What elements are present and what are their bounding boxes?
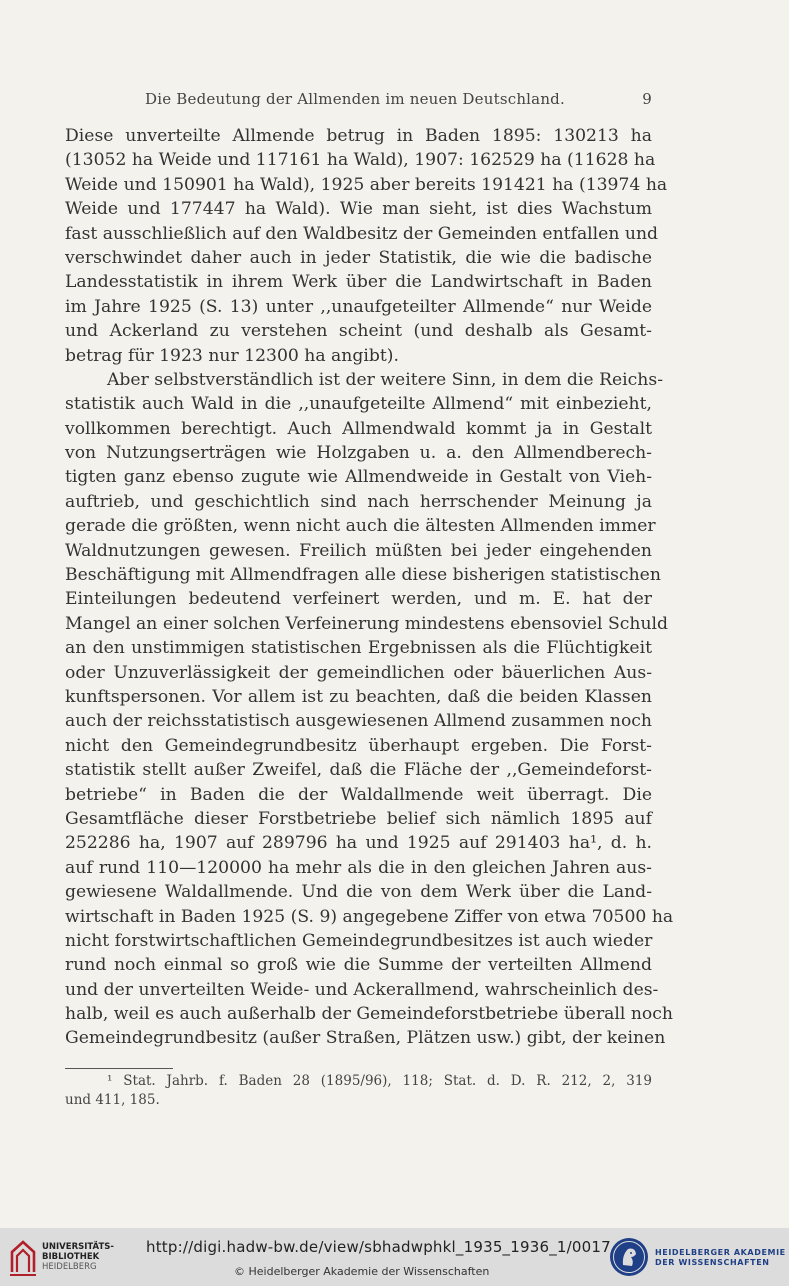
text-line: Einteilungen bedeutend verfeinert werden, und m. E. hat der — [65, 589, 652, 610]
page-number: 9 — [642, 90, 652, 108]
text-line: und Ackerland zu verstehen scheint (und deshalb als Gesamt- — [65, 321, 652, 342]
text-line: Aber selbstverständlich ist der weitere Sinn, in dem die Reichs- — [107, 369, 664, 390]
text-line: Diese unverteilte Allmende betrug in Baden 1895: 130213 ha — [65, 126, 652, 146]
text-line: Gesamtfläche dieser Forstbetriebe belief sich nämlich 1895 auf — [65, 808, 652, 829]
text-line: auf rund 110—120000 ha mehr als die in den gleichen Jahren aus- — [65, 857, 652, 878]
running-title: Die Bedeutung der Allmenden im neuen Deutschland. — [145, 90, 565, 108]
body-text — [65, 124, 674, 1051]
text-line: Beschäftigung mit Allmendfragen alle diese bisherigen statistischen — [65, 565, 661, 586]
text-line: tigten ganz ebenso zugute wie Allmendweide in Gestalt von Vieh- — [65, 467, 652, 488]
text-line: wirtschaft in Baden 1925 (S. 9) angegebene Ziffer von etwa 70500 ha — [65, 906, 674, 927]
text-line: kunftspersonen. Vor allem ist zu beachten, daß die beiden Klassen — [65, 686, 652, 707]
text-line: verschwindet daher auch in jeder Statistik, die wie die badische — [65, 247, 652, 268]
text-line: halb, weil es auch außerhalb der Gemeindeforstbetriebe überall noch — [65, 1004, 673, 1025]
text-line: nicht forstwirtschaftlichen Gemeindegrundbesitzes ist auch wieder — [65, 930, 653, 951]
university-library-logo-icon[interactable] — [8, 1238, 38, 1278]
text-line: betrag für 1923 nur 12300 ha angibt). — [65, 345, 399, 366]
text-line: und der unverteilten Weide- und Ackerallmend, wahrscheinlich des- — [65, 979, 659, 1000]
text-line: nicht den Gemeindegrundbesitz überhaupt ergeben. Die Forst- — [65, 735, 652, 756]
text-line: an den unstimmigen statistischen Ergebnissen als die Flüchtigkeit — [65, 638, 652, 659]
footnote-line: ¹ Stat. Jahrb. f. Baden 28 (1895/96), 118; Stat. d. D. R. 212, 2, 319 — [107, 1073, 652, 1089]
footnote — [65, 1072, 652, 1110]
text-line: Landesstatistik in ihrem Werk über die Landwirtschaft in Baden — [65, 272, 652, 293]
text-line: Waldnutzungen gewesen. Freilich müßten bei jeder eingehenden — [65, 540, 652, 561]
text-line: Weide und 177447 ha Wald). Wie man sieht, ist dies Wachstum — [65, 199, 652, 220]
text-line: Weide und 150901 ha Wald), 1925 aber bereits 191421 ha (13974 ha — [65, 174, 668, 195]
text-line: statistik auch Wald in die ,,unaufgeteilte Allmend“ mit einbezieht, — [65, 394, 652, 415]
text-line: von Nutzungserträgen wie Holzgaben u. a. den Allmendberech- — [65, 443, 652, 464]
text-line: gerade die größten, wenn nicht auch die ältesten Allmenden immer — [65, 516, 656, 537]
text-line: statistik stellt außer Zweifel, daß die Fläche der ,,Gemeindeforst- — [65, 760, 652, 781]
academy-seal-icon[interactable] — [608, 1235, 650, 1279]
text-line: fast ausschließlich auf den Waldbesitz der Gemeinden entfallen und — [65, 223, 659, 244]
text-line: rund noch einmal so groß wie die Summe der verteilten Allmend — [65, 955, 652, 976]
text-line: gewiesene Waldallmende. Und die von dem Werk über die Land- — [65, 882, 652, 903]
text-line: oder Unzuverlässigkeit der gemeindlichen oder bäuerlichen Aus- — [65, 662, 652, 683]
text-line: Mangel an einer solchen Verfeinerung mindestens ebensoviel Schuld — [65, 613, 669, 634]
footnote-line: und 411, 185. — [65, 1092, 160, 1108]
viewer-footer — [0, 1228, 789, 1286]
text-line: betriebe“ in Baden die der Waldallmende weit überragt. Die — [65, 784, 652, 805]
library-name: UNIVERSITÄTS- BIBLIOTHEK HEIDELBERG — [42, 1242, 114, 1272]
text-line: vollkommen berechtigt. Auch Allmendwald kommt ja in Gestalt — [65, 418, 652, 439]
text-line: auftrieb, und geschichtlich sind nach herrschender Meinung ja — [65, 491, 652, 512]
footnote-rule — [65, 1068, 173, 1069]
text-line: (13052 ha Weide und 117161 ha Wald), 1907: 162529 ha (11628 ha — [65, 150, 656, 171]
text-line: auch der reichsstatistisch ausgewiesenen Allmend zusammen noch — [65, 711, 652, 732]
text-line: 252286 ha, 1907 auf 289796 ha und 1925 auf 291403 ha¹, d. h. — [65, 833, 652, 854]
permalink-url[interactable]: http://digi.hadw-bw.de/view/sbhadwphkl_1935_1936_1/0017 — [146, 1238, 611, 1256]
copyright-notice: © Heidelberger Akademie der Wissenschaften — [234, 1265, 490, 1278]
text-line: im Jahre 1925 (S. 13) unter ,,unaufgeteilter Allmende“ nur Weide — [65, 296, 652, 317]
text-line: Gemeindegrundbesitz (außer Straßen, Plätzen usw.) gibt, der keinen — [65, 1028, 666, 1049]
academy-name: HEIDELBERGER AKADEMIE DER WISSENSCHAFTEN — [655, 1248, 786, 1267]
